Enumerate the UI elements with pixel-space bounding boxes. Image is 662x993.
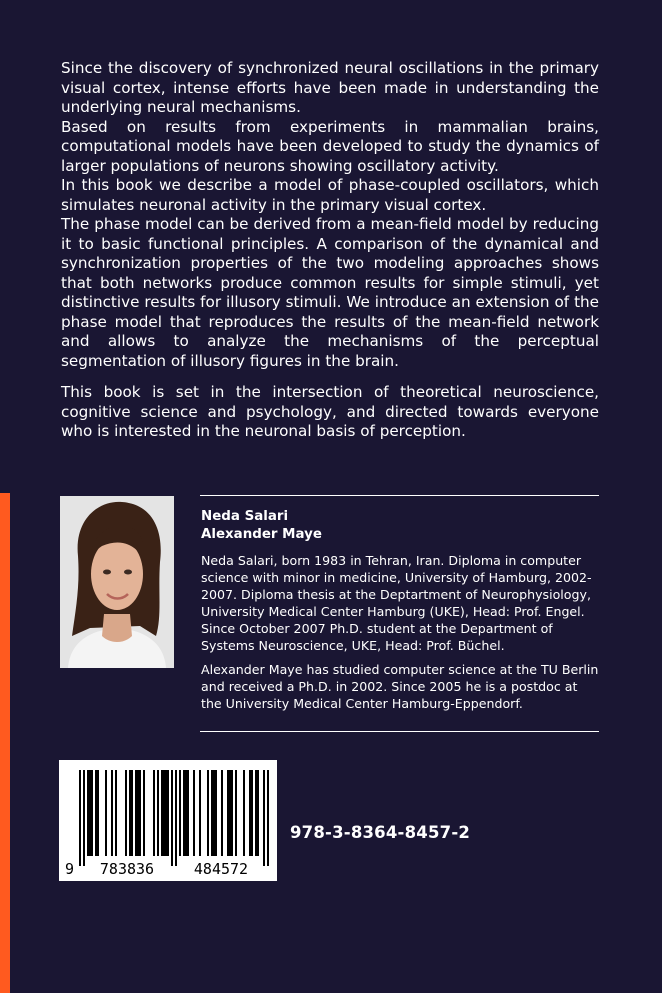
isbn-number: 978-3-8364-8457-2 — [290, 823, 471, 842]
back-cover-blurb — [61, 59, 599, 442]
barcode-bar — [139, 770, 141, 856]
author-bio: Neda Salari, born 1983 in Tehran, Iran. Diploma in computer science with minor in medicine, University of Hamburg, 2002-2007. Diploma thesis at the Deptartment of Neurophysiology, University Medical Center Hamburg (UKE), Head: Prof. Engel. Since October 2007 Ph.D. student at the Department of Systems Neuroscience, UKE, Head: Prof. Büchel. — [201, 553, 592, 653]
barcode-bar — [227, 770, 229, 856]
barcode-bar — [207, 770, 209, 856]
author-names — [201, 508, 601, 544]
barcode-bar — [79, 770, 81, 866]
barcode-bar — [257, 770, 259, 856]
barcode-bar — [171, 770, 173, 866]
barcode-bar — [161, 770, 163, 856]
barcode-bar — [135, 770, 137, 856]
blurb-paragraph: Based on results from experiments in mammalian brains, computational models have been developed to study the dynamics of larger populations of neurons showing oscillatory activity. — [61, 117, 599, 175]
barcode-bar — [129, 770, 131, 856]
barcode-bar — [125, 770, 127, 856]
barcode-bar — [229, 770, 231, 856]
barcode-bar — [193, 770, 195, 856]
barcode-bar — [89, 770, 91, 856]
divider-bottom — [200, 731, 599, 732]
barcode-bar — [143, 770, 145, 856]
barcode-bar — [95, 770, 97, 856]
barcode-bar — [157, 770, 159, 856]
author-name: Alexander Maye — [201, 527, 322, 542]
barcode-bar — [213, 770, 215, 856]
barcode-bar — [91, 770, 93, 856]
barcode-bar — [137, 770, 139, 856]
barcode-bar — [87, 770, 89, 856]
blurb-paragraph: In this book we describe a model of phase-coupled oscillators, which simulates neuronal activity in the primary visual cortex. — [61, 176, 599, 214]
barcode-bar — [165, 770, 167, 856]
blurb-paragraph: The phase model can be derived from a mean-field model by reducing it to basic functional principles. A comparison of the dynamical and synchronization properties of the two modeling approaches shows that both networks produce common results for simple stimuli, yet distinctive results for illusory stimuli. We introduce an extension of the phase model that reproduces the results of the mean-field network and allows to analyze the mechanisms of the perceptual segmentation of illusory figures in the brain. — [61, 215, 599, 370]
barcode-bar — [231, 770, 233, 856]
barcode-bar — [251, 770, 253, 856]
author-name: Neda Salari — [201, 509, 289, 524]
barcode-bar — [235, 770, 237, 856]
blurb-paragraph: This book is set in the intersection of theoretical neuroscience, cognitive science and psychology, and directed towards everyone who is interested in the neuronal basis of perception. — [61, 383, 599, 440]
divider-top — [200, 495, 599, 496]
author-photo — [60, 496, 174, 668]
barcode-bar — [249, 770, 251, 856]
barcode-bar — [221, 770, 223, 856]
barcode-bar — [185, 770, 187, 856]
barcode-bar — [199, 770, 201, 856]
barcode-bar — [179, 770, 181, 856]
barcode-bar — [255, 770, 257, 856]
barcode-digits: 783836 — [99, 860, 155, 878]
author-section — [201, 508, 601, 719]
barcode-bar — [215, 770, 217, 856]
barcode-bar — [111, 770, 113, 856]
barcode-bar — [115, 770, 117, 856]
barcode-bar — [267, 770, 269, 866]
barcode-image — [59, 760, 277, 881]
barcode-bar — [153, 770, 155, 856]
barcode-digits: 9 — [64, 860, 74, 878]
barcode-bar — [211, 770, 213, 856]
author-bio: Alexander Maye has studied computer science at the TU Berlin and received a Ph.D. in 2002. Since 2005 he is a postdoc at the University Medical Center Hamburg-Eppendorf. — [201, 662, 599, 711]
isbn-barcode — [59, 760, 277, 881]
barcode-bar — [263, 770, 265, 866]
barcode-bar — [175, 770, 177, 866]
barcode-bar — [167, 770, 169, 856]
barcode-bar — [243, 770, 245, 856]
barcode-bar — [105, 770, 107, 856]
barcode-bar — [163, 770, 165, 856]
orange-edge-stripe — [0, 493, 10, 993]
barcode-bar — [187, 770, 189, 856]
barcode-bar — [183, 770, 185, 856]
author-portrait-image — [60, 496, 174, 668]
barcode-bar — [97, 770, 99, 856]
barcode-digits: 484572 — [193, 860, 249, 878]
barcode-bar — [83, 770, 85, 866]
blurb-paragraph: Since the discovery of synchronized neural oscillations in the primary visual cortex, intense efforts have been made in understanding the underlying neural mechanisms. — [61, 59, 599, 116]
barcode-bar — [131, 770, 133, 856]
